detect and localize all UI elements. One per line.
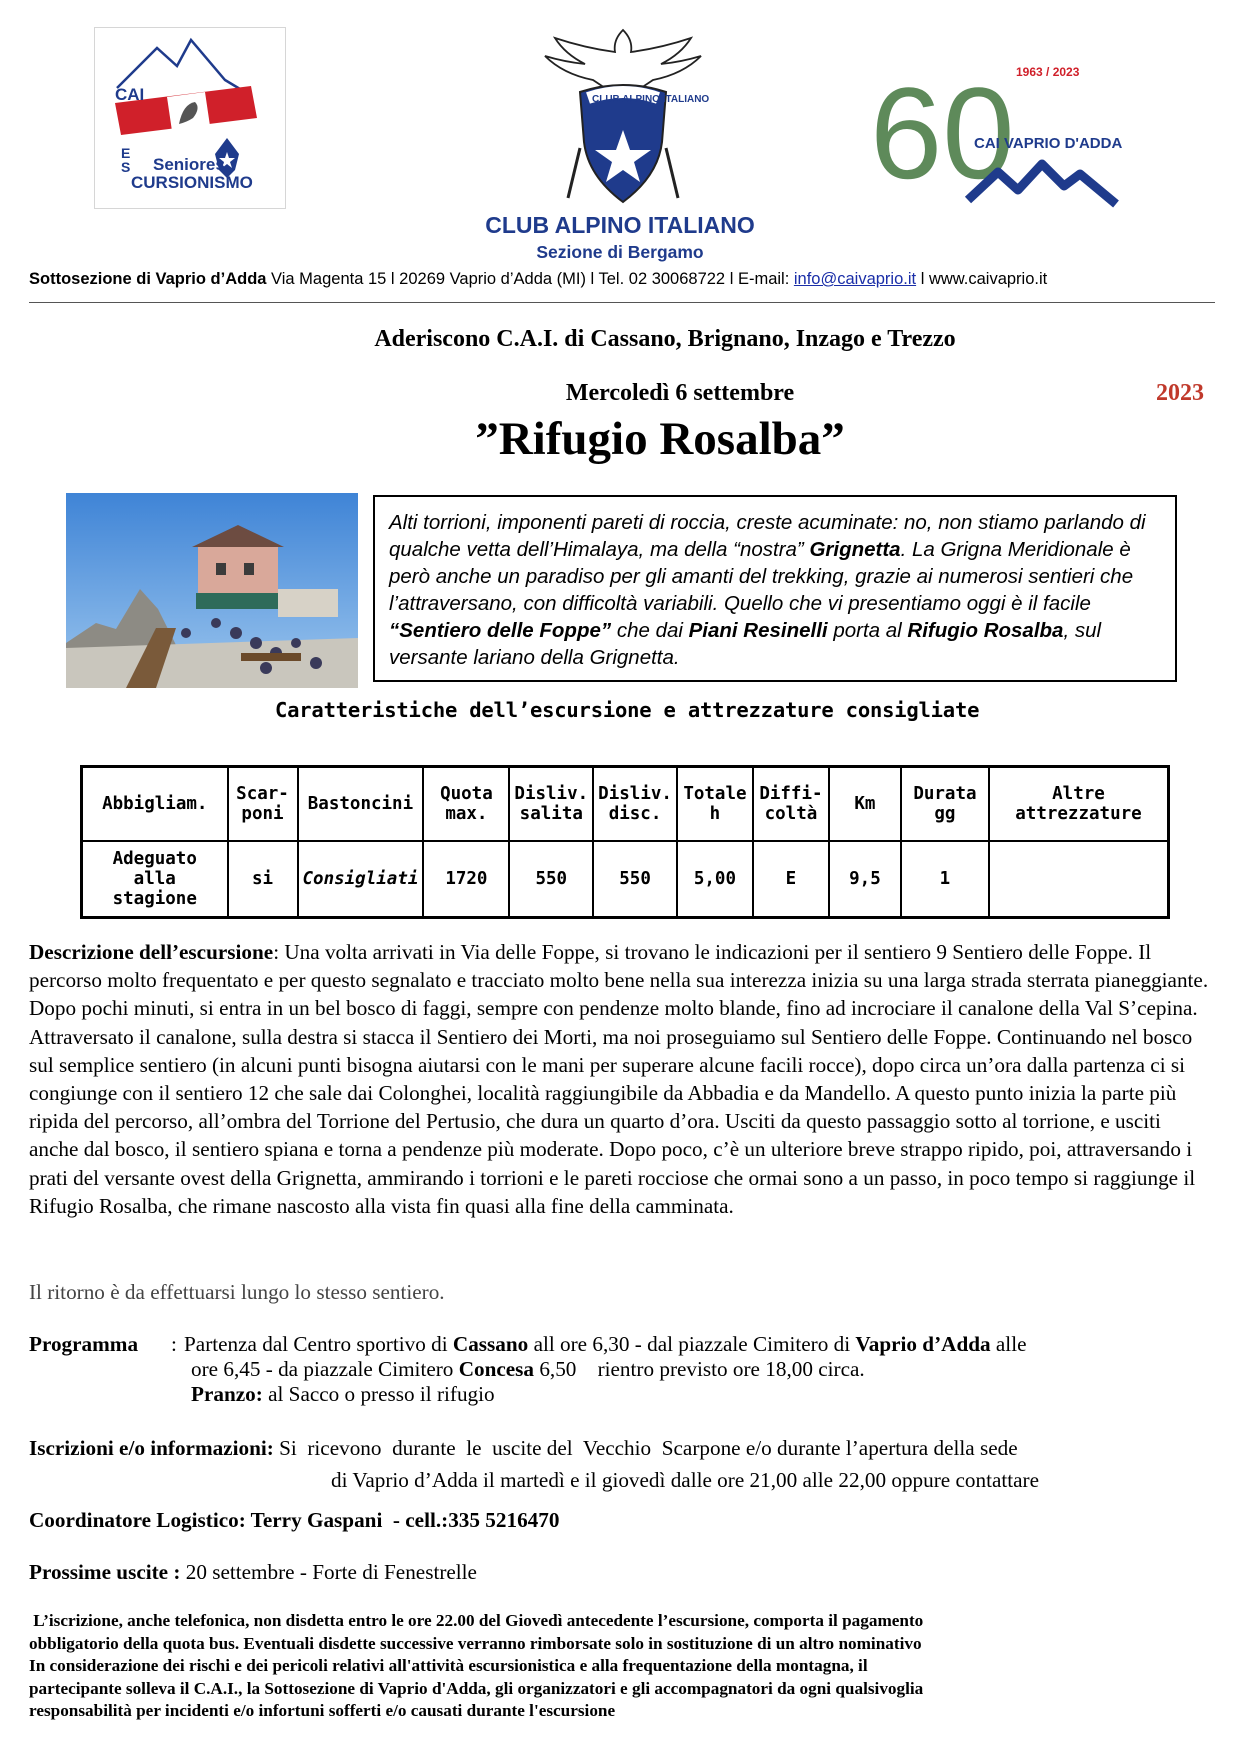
program-text: Partenza dal Centro sportivo di <box>184 1332 453 1356</box>
intro-box <box>373 495 1177 682</box>
intro-text: porta al <box>827 619 908 642</box>
email-link[interactable]: info@caivaprio.it <box>793 270 917 288</box>
program-text: 6,50 rientro previsto ore 18,00 circa. <box>534 1357 865 1381</box>
event-date: Mercoledì 6 settembre <box>565 380 795 406</box>
header-text: Durata <box>913 783 977 804</box>
table-header-cell <box>829 767 901 841</box>
cell-text: 1720 <box>445 868 488 889</box>
program-text: ore 6,45 - da piazzale Cimitero <box>191 1357 459 1381</box>
header-text: Abbigliam. <box>102 793 208 814</box>
table-header-cell <box>901 767 989 841</box>
disclaimer <box>29 1610 1199 1723</box>
table-cell <box>82 841 228 918</box>
intro-text: Alti torrioni, imponenti pareti di roccia, creste acuminate: no, non stiamo parlando di qualche vetta dell’Himalaya, ma della “nostra” <box>389 511 1146 561</box>
header-text: Disliv. <box>514 783 589 804</box>
program-place-cassano: Cassano <box>452 1332 529 1356</box>
header-text: max. <box>445 803 488 824</box>
intro-text: , sul versante lariano della Grignetta. <box>389 619 1102 669</box>
club-section: Sezione di Bergamo <box>536 242 704 262</box>
contact-line <box>29 270 1047 289</box>
disclaimer-line: In considerazione dei rischi e dei pericoli relativi all'attività escursionistica e alla frequentazione della montagna, il <box>29 1656 868 1675</box>
intro-highlight-sentiero: “Sentiero delle Foppe” <box>389 619 612 642</box>
table-cell <box>677 841 753 918</box>
page-title: ”Rifugio Rosalba” <box>475 413 845 465</box>
logo-s-letter: S <box>121 159 131 175</box>
header-text: coltà <box>764 803 818 824</box>
header-text: Diffi- <box>759 783 823 804</box>
header-divider <box>29 302 1215 303</box>
enrollment-label: Iscrizioni e/o informazioni: <box>29 1436 274 1460</box>
program-line-1 <box>184 1332 1027 1357</box>
table-header-row <box>82 767 1169 841</box>
description <box>29 938 1215 1220</box>
description-text: : Una volta arrivati in Via delle Foppe, si trovano le indicazioni per il sentiero 9 Sentiero delle Foppe. Il percorso molto frequentato e per questo segnalato e tracciato molto bene nella sua interezza inizia su una larga strada sterrata pianeggiante. Dopo pochi minuti, si entra in un bel bosco di faggi, sempre con pendenze molto blande, fino ad incrociare il canalone della Val S’cepina. Attraversato il canalone, sulla destra si stacca il Sentiero dei Morti, ma noi proseguiamo sul Sentiero delle Foppe. Continuando nel bosco sul semplice sentiero (in alcuni punti bisogna aiutarsi con le mani per superare alcune facili rocce), dopo circa un’ora dalla partenza ci si congiunge con il sentiero 12 che sale dai Colonghei, località raggiungibile da Abbadia e da Mandello. A questo punto inizia la parte più ripida del percorso, all’ombra del Torrione del Pertusio, che dura un quarto d’ora. Usciti da questo passaggio sotto al torrione, e usciti anche dal bosco, il sentiero spiana e torna a pendenze più moderate. Dopo poco, c’è un ulteriore breve strappo ripido, poi, attraversando i prati del versante ovest della Grignetta, ammirando i torrioni e le pareti rocciose che ormai sono a un passo, in poco tempo si raggiunge il Rifugio Rosalba, che rimane nascosto alla vista fin quasi alla fine della camminata. <box>29 940 1209 1218</box>
address-text: Via Magenta 15 l 20269 Vaprio d’Adda (MI) l Tel. 02 30068722 l E-mail: <box>271 270 794 288</box>
logo-seniores-text: Seniores <box>153 155 225 174</box>
logo-e-letter: E <box>121 145 131 161</box>
table-cell <box>829 841 901 918</box>
disclaimer-line: L’iscrizione, anche telefonica, non disdetta entro le ore 22.00 del Giovedì antecedente l’escursione, comporta il pagamento <box>29 1611 924 1630</box>
table-cell <box>593 841 677 918</box>
next-outings-label: Prossime uscite : <box>29 1560 181 1584</box>
cell-text: Consigliati <box>302 868 419 889</box>
table-header-cell <box>677 767 753 841</box>
table-header-cell <box>509 767 593 841</box>
emblem-text: CLUB ALPINO ITALIANO <box>592 94 710 105</box>
enrollment-text-2: di Vaprio d’Adda il martedì e il giovedì dalle ore 21,00 alle 22,00 oppure contattare <box>331 1468 1040 1492</box>
disclaimer-line: obbligatorio della quota bus. Eventuali disdette successive verranno rimborsate solo in sostituzione di un altro nominativo <box>29 1633 922 1653</box>
table-cell <box>901 841 989 918</box>
program-colon: : <box>171 1332 177 1356</box>
cell-text: Adeguato <box>112 848 197 869</box>
program-place-concesa: Concesa <box>458 1357 535 1381</box>
next-outings <box>29 1560 477 1585</box>
cell-text: 9,5 <box>849 868 881 889</box>
return-note: Il ritorno è da effettuarsi lungo lo stesso sentiero. <box>29 1280 445 1304</box>
header-text: disc. <box>608 803 662 824</box>
table-cell <box>509 841 593 918</box>
disclaimer-line: responsabilità per incidenti e/o infortuni sofferti e/o causati durante l'escursione <box>29 1701 616 1720</box>
program-label: Programma <box>29 1332 139 1356</box>
table-cell <box>228 841 298 918</box>
cai-eagle-emblem <box>520 28 726 210</box>
header-text: Km <box>854 793 876 814</box>
description-label: Descrizione dell’escursione <box>29 940 274 964</box>
table-header-cell <box>593 767 677 841</box>
header-text: h <box>709 803 721 824</box>
table-cell <box>298 841 424 918</box>
header-text: Totale <box>683 783 747 804</box>
intro-highlight-piani: Piani Resinelli <box>688 619 828 642</box>
coordinator-line: Coordinatore Logistico: Terry Gaspani - cell.:335 5216470 <box>29 1508 560 1532</box>
header-text: Bastoncini <box>307 793 414 814</box>
logo-cai-text: CAI <box>115 85 145 104</box>
cell-text: 5,00 <box>693 868 737 889</box>
intro-highlight-rifugio: Rifugio Rosalba <box>907 619 1064 642</box>
logo-years-text: 1963 / 2023 <box>1016 65 1080 79</box>
header-text: Scar- <box>236 783 289 804</box>
cell-text: si <box>251 868 274 889</box>
header-text: poni <box>241 803 284 824</box>
cell-text: 550 <box>535 868 568 889</box>
lunch-text: al Sacco o presso il rifugio <box>262 1382 495 1406</box>
table-header-cell <box>753 767 829 841</box>
event-year: 2023 <box>1156 380 1204 406</box>
website-text: l www.caivaprio.it <box>916 270 1048 288</box>
table-header-cell <box>423 767 509 841</box>
cell-text: E <box>785 868 797 889</box>
table-header-cell <box>82 767 228 841</box>
next-outings-text: 20 settembre - Forte di Fenestrelle <box>180 1560 477 1584</box>
cell-text: 1 <box>939 868 951 889</box>
table-header-cell <box>228 767 298 841</box>
header-text: Disliv. <box>598 783 672 804</box>
program-line-3 <box>191 1382 495 1407</box>
table-row <box>82 841 1169 918</box>
cai-vaprio-60-anniversary-logo <box>868 58 1136 210</box>
table-header-cell <box>989 767 1169 841</box>
seniores-escursionismo-logo <box>94 27 286 209</box>
subsection-name: Vaprio d’Adda <box>155 270 267 288</box>
enrollment-section <box>29 1432 1229 1496</box>
cell-text: alla stagione <box>112 868 197 909</box>
table-header-cell <box>298 767 424 841</box>
intro-text: . La Grigna Meridionale è però anche un paradiso per gli amanti del trekking, grazie ai numerosi sentieri che l’attraversano, con difficoltà variabili. Quello che vi presentiamo oggi è il facile <box>389 538 1134 615</box>
lunch-label: Pranzo: <box>191 1382 263 1406</box>
club-title: CLUB ALPINO ITALIANO <box>485 212 755 238</box>
program-text: all ore 6,30 - dal piazzale Cimitero di <box>528 1332 856 1356</box>
logo-org-text: CAI VAPRIO D'ADDA <box>974 135 1123 152</box>
table-cell <box>989 841 1169 918</box>
header-text: salita <box>519 803 583 824</box>
table-cell <box>423 841 509 918</box>
program-text: alle <box>990 1332 1027 1356</box>
header-text: gg <box>934 803 956 824</box>
adherents-line: Aderiscono C.A.I. di Cassano, Brignano, Inzago e Trezzo <box>374 326 956 352</box>
disclaimer-line: partecipante solleva il C.A.I., la Sottosezione di Vaprio d'Adda, gli organizzatori e gli accompagnatori da ogni qualsivoglia <box>29 1678 924 1698</box>
intro-text: che dai <box>611 619 689 642</box>
features-title: Caratteristiche dell’escursione e attrezzature consigliate <box>275 698 980 722</box>
program-place-vaprio: Vaprio d’Adda <box>855 1332 991 1356</box>
program-line-2 <box>191 1357 865 1382</box>
header-text: Altre attrezzature <box>1015 783 1142 824</box>
excursion-specs-table <box>80 765 1170 919</box>
subsection-label: Sottosezione di <box>29 270 156 288</box>
header-text: Quota <box>440 783 493 804</box>
cell-text: 550 <box>619 868 651 889</box>
logo-60-digits: 60 <box>870 60 1015 206</box>
enrollment-text: Si ricevono durante le uscite del Vecchio Scarpone e/o durante l’apertura della sede <box>273 1436 1018 1460</box>
rifugio-photo <box>66 493 358 688</box>
logo-cursionismo-text: CURSIONISMO <box>131 173 253 192</box>
table-cell <box>753 841 829 918</box>
intro-highlight-grignetta: Grignetta <box>809 538 901 561</box>
